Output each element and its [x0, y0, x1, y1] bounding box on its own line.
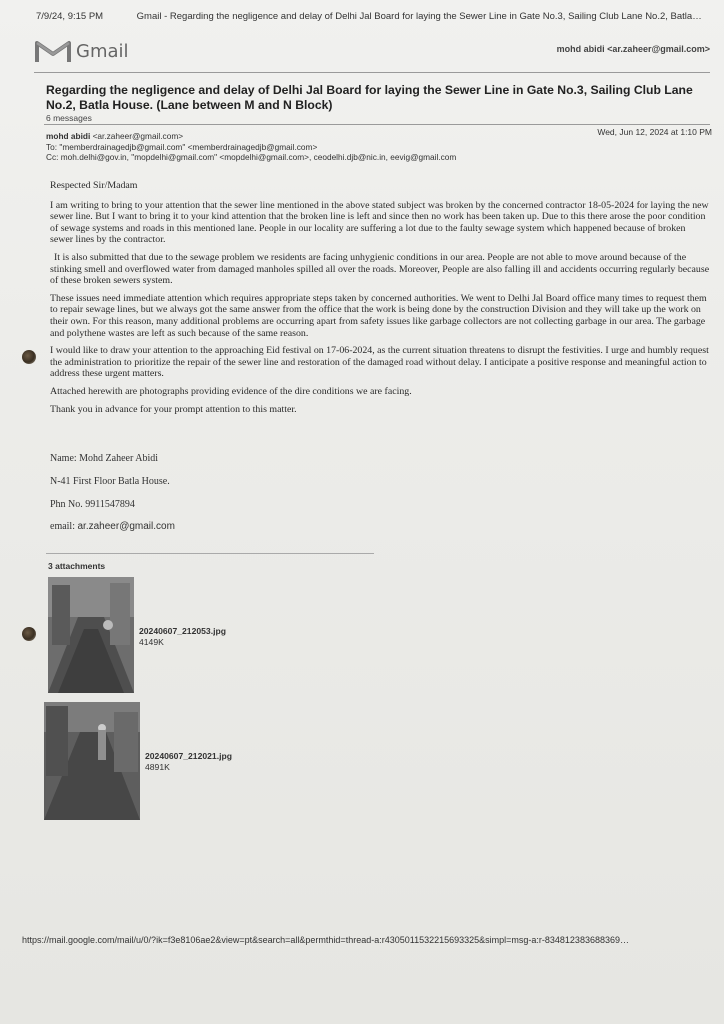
sewer-photo-2-icon — [44, 702, 140, 820]
gmail-logo — [34, 38, 129, 64]
paragraph-1: I am writing to bring to your attention that the sewer line mentioned in the above stated subject was broken by the concerned contractor 18-05-2024 for laying the new sewer line. But I want to bring it to your kind attention that the broken line is left and since then no work has been taken up. Due to this there arose the poor condition of sewage systems and roads in this mentioned lane. People in our locality are suffering a lot due to the faulty sewage system which happened because of broken sewer lines by the contractor. — [50, 199, 709, 246]
header-divider — [34, 72, 710, 73]
message-count: 6 messages — [46, 113, 92, 123]
attachment-info-2[interactable] — [145, 751, 232, 773]
account-address: mohd abidi <ar.zaheer@gmail.com> — [556, 44, 710, 54]
print-footer-url: https://mail.google.com/mail/u/0/?ik=f3e8106ae2&view=pt&search=all&permthid=thread-a:r4305011532215693325&simpl=msg-a:r-834812383688369… — [22, 935, 629, 945]
to-line: To: "memberdrainagedjb@gmail.com" <memberdrainagedjb@gmail.com> — [46, 141, 318, 152]
subject-divider — [44, 124, 710, 125]
attachment-size-1: 4149K — [139, 637, 164, 647]
attachment-name-2: 20240607_212021.jpg — [145, 751, 232, 761]
paragraph-6: Thank you in advance for your prompt attention to this matter. — [50, 403, 297, 415]
attachment-name-1: 20240607_212053.jpg — [139, 626, 226, 636]
gmail-wordmark: Gmail — [76, 40, 129, 62]
punch-hole-bottom — [22, 627, 36, 641]
signature-email-line — [50, 521, 175, 532]
message-meta — [46, 131, 456, 163]
paragraph-5: Attached herewith are photographs providing evidence of the dire conditions we are facing. — [50, 385, 412, 397]
paragraph-3: These issues need immediate attention which requires appropriate steps taken by concerned authorities. We went to Delhi Jal Board office many times to request them to repair sewage lines, but we always got the same answer from the office that the work is being done by the construction Division and they will take up the work on their own. For this reason, many additional problems are occurring apart from safety issues like garbage collectors are not collecting garbage in our area. The garbage and polythene wastes are left as such because of the same reason. — [50, 292, 707, 339]
attachments-divider — [46, 553, 374, 554]
message-date: Wed, Jun 12, 2024 at 1:10 PM — [597, 127, 712, 137]
signature-phone: Phn No. 9911547894 — [50, 499, 135, 510]
punch-hole-top — [22, 350, 36, 364]
attachment-thumbnail-2[interactable] — [44, 702, 140, 820]
signature-address: N-41 First Floor Batla House. — [50, 476, 170, 487]
thread-subject: Regarding the negligence and delay of Delhi Jal Board for laying the Sewer Line in Gate No.3, Sailing Club Lane No.2, Batla House. (Lane between M and N Block) — [46, 83, 693, 112]
message-body — [50, 180, 710, 421]
sender-email: <ar.zaheer@gmail.com> — [92, 131, 184, 141]
paragraph-2: It is also submitted that due to the sewage problem we residents are facing unhygienic conditions in our area. People are not able to move around because of the stinking smell and overflowed water from damaged manholes spilled all over the roads. Moreover, People are also falling ill and accidents occurring regularly because of these broken sewers system. — [50, 251, 710, 287]
attachment-info-1[interactable] — [139, 626, 226, 648]
attachment-thumbnail-1[interactable] — [48, 577, 134, 693]
attachments-title: 3 attachments — [48, 561, 106, 571]
greeting: Respected Sir/Madam — [50, 180, 138, 191]
sewer-photo-1-icon — [48, 577, 134, 693]
print-header — [36, 11, 716, 22]
print-title: Gmail - Regarding the negligence and delay of Delhi Jal Board for laying the Sewer Line in Gate No.3, Sailing Club Lane No.2, Batla… — [136, 11, 702, 22]
sender-name: mohd abidi — [46, 131, 91, 141]
print-datetime: 7/9/24, 9:15 PM — [36, 11, 104, 22]
signature-email-label: email: — [50, 521, 78, 532]
paragraph-4: I would like to draw your attention to the approaching Eid festival on 17-06-2024, as the current situation threatens to disrupt the festivities. I urge and humbly request the administration to prioritize the repair of the sewer line and restoration of the damaged road without delay. I anticipate a positive response and meaningful action to address these urgent matters. — [50, 345, 709, 380]
signature-name: Name: Mohd Zaheer Abidi — [50, 453, 159, 464]
gmail-m-icon — [34, 38, 72, 64]
attachment-size-2: 4891K — [145, 762, 170, 772]
cc-line: Cc: moh.delhi@gov.in, "mopdelhi@gmail.com" <mopdelhi@gmail.com>, ceodelhi.djb@nic.in, eevig@gmail.com — [46, 152, 457, 162]
signature-email[interactable]: ar.zaheer@gmail.com — [77, 521, 175, 532]
